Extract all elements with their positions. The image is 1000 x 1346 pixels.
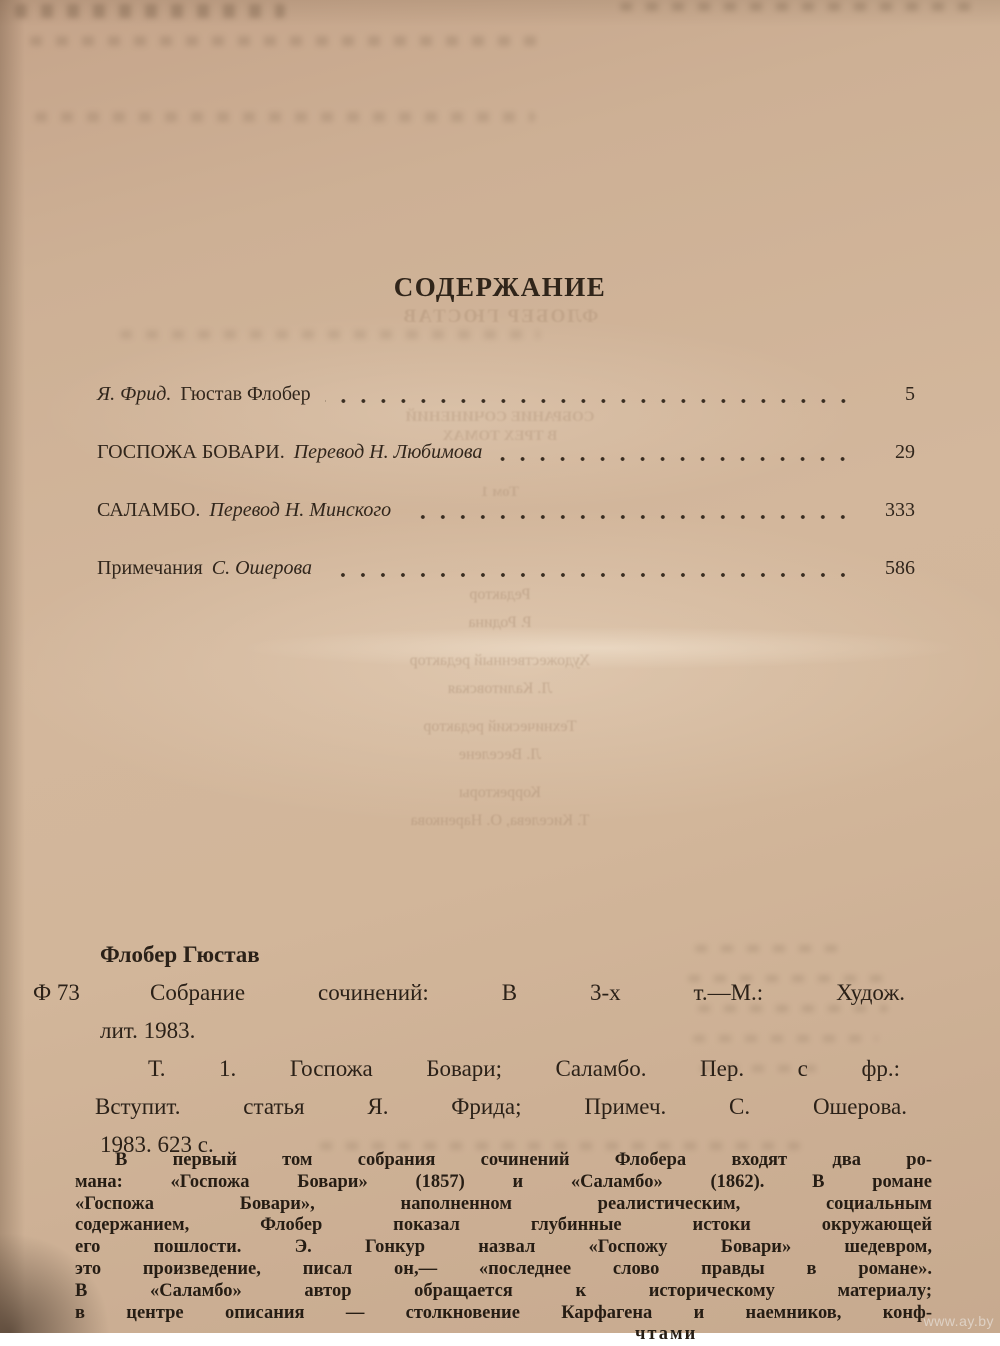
biblio-line: Вступит. статья Я. Фрида; Примеч. С. Ошерова.: [95, 1094, 907, 1119]
show-through-line: Р. Родина: [468, 614, 532, 631]
toc-entry-title: ГОСПОЖА БОВАРИ.: [97, 441, 285, 463]
show-through-line: Л. Веселене: [458, 746, 542, 763]
show-through-text: [0, 586, 1000, 829]
show-through-smudge: [620, 2, 980, 11]
toc-entry-author: Я. Фрид.: [97, 383, 172, 405]
toc-page-number: 586: [885, 557, 915, 579]
dot-leader: [496, 456, 853, 462]
annotation-line: это произведение, писал он,— «последнее слово правды в романе».: [75, 1258, 932, 1279]
biblio-line: 1983. 623 с.: [100, 1132, 214, 1157]
toc-entry-title: Примечания: [97, 557, 203, 579]
show-through-line: В ТРЕХ ТОМАХ: [442, 428, 558, 444]
annotation-line: содержанием, Флобер показал глубинные истоки окружающей: [75, 1215, 932, 1236]
biblio-line: Т. 1. Госпожа Бовари; Саламбо. Пер. с фр.:: [148, 1056, 900, 1081]
show-through-line: Корректоры: [458, 784, 542, 801]
toc-entry: [97, 383, 915, 407]
show-through-line: Л. Калитовская: [447, 680, 553, 697]
annotation-line: его пошлости. Э. Гонкур назвал «Госпожу Бовари» шедевром,: [75, 1237, 932, 1258]
show-through-smudge: [120, 330, 540, 339]
annotation-line: В первый том собрания сочинений Флобера входят два ро-: [115, 1150, 932, 1170]
show-through-smudge: [15, 4, 285, 18]
watermark: www.ay.by: [923, 1313, 994, 1329]
toc-entry: [97, 441, 915, 465]
biblio-line: лит. 1983.: [100, 1018, 196, 1043]
show-through-line: Технический редактор: [423, 718, 577, 735]
annotation-paragraph: [75, 1150, 932, 1346]
toc-entry-translator: Перевод Н. Минского: [209, 499, 392, 521]
annotation-line: мана: «Госпожа Бовари» (1857) и «Саламбо» (1862). В романе: [75, 1171, 932, 1192]
annotation-line: В «Саламбо» автор обращается к историческому материалу;: [75, 1280, 932, 1301]
biblio-classification-code: Ф 73: [33, 980, 80, 1005]
table-of-contents: [97, 383, 915, 615]
annotation-line: «Госпожа Бовари», наполненном реалистическим, социальным: [75, 1193, 932, 1214]
toc-entry-title: САЛАМБО.: [97, 499, 201, 521]
show-through-line: Т. Киселева, О. Наренкова: [410, 812, 590, 829]
dot-leader: [405, 514, 853, 520]
dot-leader: [326, 572, 853, 578]
toc-entry: [97, 557, 915, 581]
toc-entry-title: Гюстав Флобер: [180, 383, 311, 405]
show-through-text: ФЛОБЕР ГЮСТАВ: [401, 306, 599, 327]
show-through-line: Редактор: [469, 586, 531, 603]
biblio-author: Флобер Гюстав: [100, 942, 260, 967]
toc-page-number: 333: [885, 499, 915, 521]
show-through-smudge: [30, 36, 550, 46]
toc-page-number: 5: [905, 383, 915, 405]
annotation-line: в центре описания — столкновение Карфагена и наемников, конф-: [75, 1302, 932, 1323]
toc-entry-translator: Перевод Н. Любимова: [293, 441, 483, 463]
show-through-smudge: [35, 112, 535, 122]
toc-entry: [97, 499, 915, 523]
contents-title: СОДЕРЖАНИЕ: [393, 272, 607, 302]
bibliographic-record: [0, 936, 1000, 1164]
show-through-text: Том 1: [481, 484, 520, 500]
show-through-line: СОБРАНИЕ СОЧИНЕНИЙ: [405, 409, 595, 425]
toc-page-number: 29: [895, 441, 915, 463]
biblio-line: Собрание сочинений: В 3-х т.—М.: Худож.: [150, 980, 905, 1005]
annotation-line-clipped: чтами: [635, 1324, 698, 1345]
dot-leader: [325, 398, 853, 404]
show-through-line: Художественный редактор: [409, 652, 591, 669]
toc-entry-author: С. Ошерова: [211, 557, 313, 579]
